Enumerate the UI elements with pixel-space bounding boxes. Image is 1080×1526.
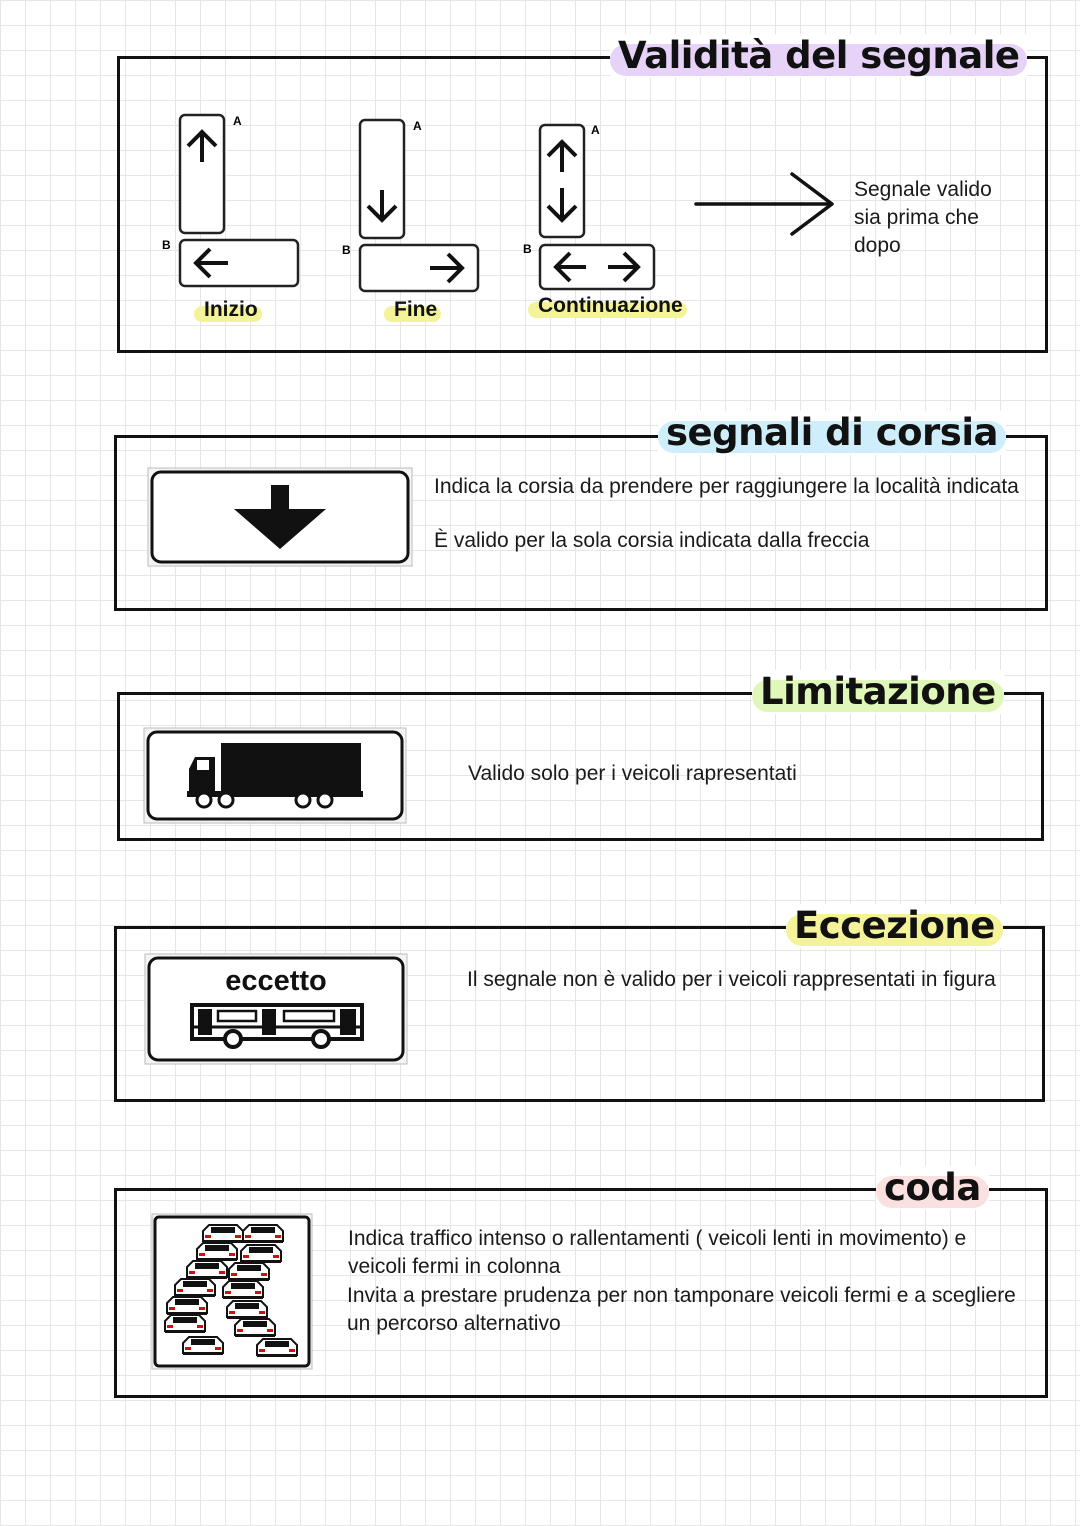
eccezione-description: Il segnale non è valido per i veicoli rappresentati in figura	[467, 968, 996, 991]
svg-text:A: A	[413, 119, 422, 133]
section-title-limitazione: Limitazione	[752, 670, 1004, 714]
section-title-validita: Validità del segnale	[610, 34, 1027, 78]
limitazione-description: Valido solo per i veicoli rapresentati	[468, 762, 797, 785]
svg-text:A: A	[591, 123, 600, 137]
section-title-eccezione: Eccezione	[786, 904, 1003, 948]
section-title-coda: coda	[876, 1166, 989, 1210]
corsia-description-1: Indica la corsia da prendere per raggiungere la località indicata	[434, 475, 1019, 498]
sign-fine-icon	[340, 115, 485, 297]
traffic-queue-sign-icon	[151, 1213, 313, 1370]
panel-letter-a: A	[233, 114, 242, 128]
corsia-description-2: È valido per la sola corsia indicata dalla freccia	[434, 529, 870, 552]
svg-text:B: B	[523, 242, 532, 256]
label-fine: Fine	[390, 298, 441, 322]
truck-sign-icon	[143, 727, 407, 824]
panel-letter-b: B	[162, 238, 171, 252]
label-continuazione: Continuazione	[534, 294, 687, 318]
arrow-right-icon	[690, 168, 840, 240]
sign-continuazione-icon	[520, 120, 665, 298]
bus-sign	[144, 953, 408, 1065]
lane-sign-icon	[147, 467, 413, 567]
section-title-corsia: segnali di corsia	[658, 411, 1006, 455]
coda-description-1: Indica traffico intenso o rallentamenti ( veicoli lenti in movimento) e veicoli fermi in colonna	[348, 1227, 967, 1278]
sign-inizio-icon	[160, 110, 305, 292]
bus-sign-text: eccetto	[225, 965, 327, 997]
coda-description-2: Invita a prestare prudenza per non tamponare veicoli fermi e a scegliere un percorso alternativo	[347, 1284, 1016, 1335]
validita-description: Segnale valido sia prima che dopo	[854, 178, 992, 257]
svg-text:B: B	[342, 243, 351, 257]
label-inizio: Inizio	[200, 298, 262, 322]
